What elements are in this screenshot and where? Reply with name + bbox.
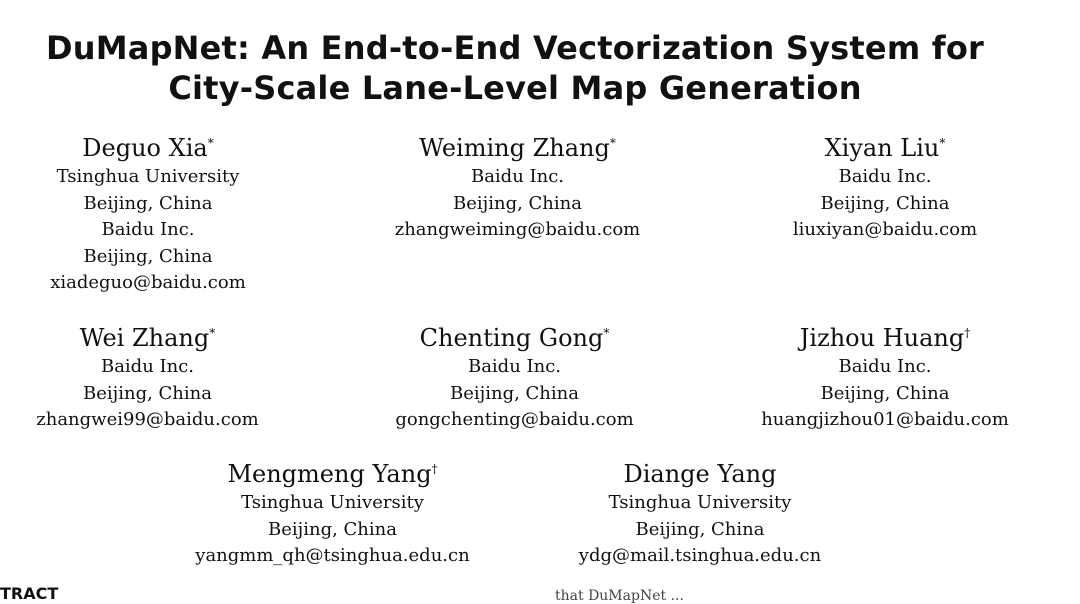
author-block	[385, 132, 650, 244]
author-location: Beijing, China	[820, 192, 950, 214]
author-name: Weiming Zhang	[419, 134, 610, 162]
author-affiliation: Tsinghua University	[608, 492, 792, 513]
author-block	[382, 322, 647, 434]
author-mark: *	[603, 326, 610, 340]
author-affiliation: Tsinghua University	[241, 492, 424, 513]
author-name: Chenting Gong	[419, 324, 604, 352]
author-name: Deguo Xia	[82, 134, 208, 162]
author-email: xiadeguo@baidu.com	[50, 272, 246, 293]
author-mark: *	[207, 136, 214, 150]
author-mark: †	[431, 462, 438, 476]
author-affiliation: Baidu Inc.	[467, 356, 562, 377]
author-mark: †	[964, 326, 971, 340]
title-line-2: City-Scale Lane-Level Map Generation	[168, 69, 862, 107]
author-block	[745, 322, 1025, 434]
author-location: Beijing, China	[83, 382, 212, 404]
author-location: Beijing, China	[635, 518, 765, 540]
author-block	[20, 322, 275, 434]
author-email: yangmm_qh@tsinghua.edu.cn	[195, 545, 470, 566]
author-block	[48, 132, 248, 297]
author-email: gongchenting@baidu.com	[395, 409, 634, 430]
author-affiliation: Tsinghua University	[56, 166, 240, 187]
author-mark: *	[609, 136, 616, 150]
author-block	[775, 132, 995, 244]
author-email: liuxiyan@baidu.com	[792, 219, 978, 240]
paper-title	[0, 28, 1030, 108]
author-location: Beijing, China	[83, 192, 213, 214]
author-location: Beijing, China	[453, 192, 582, 214]
author-location: Beijing, China	[820, 382, 950, 404]
author-affiliation: Baidu Inc.	[100, 356, 195, 377]
author-block	[560, 458, 840, 570]
author-name: Jizhou Huang	[799, 324, 965, 352]
section-heading-fragment: TRACT	[0, 584, 59, 603]
author-name: Mengmeng Yang	[227, 460, 432, 488]
author-mark: *	[939, 136, 946, 150]
author-email: huangjizhou01@baidu.com	[761, 409, 1009, 430]
author-location: Beijing, China	[450, 382, 579, 404]
author-name: Xiyan Liu	[824, 134, 940, 162]
author-block	[180, 458, 485, 570]
author-location: Beijing, China	[83, 245, 213, 267]
author-location: Beijing, China	[268, 518, 397, 540]
body-text-fragment: that DuMapNet ...	[555, 588, 684, 604]
title-line-1: DuMapNet: An End-to-End Vectorization System for	[45, 29, 984, 67]
author-affiliation: Baidu Inc.	[838, 356, 932, 377]
author-affiliation: Baidu Inc.	[101, 219, 195, 240]
author-name: Wei Zhang	[79, 324, 210, 352]
author-email: ydg@mail.tsinghua.edu.cn	[578, 545, 822, 566]
author-affiliation: Baidu Inc.	[838, 166, 932, 187]
author-mark: *	[209, 326, 216, 340]
author-name: Diange Yang	[623, 460, 777, 488]
author-email: zhangweiming@baidu.com	[394, 219, 641, 240]
author-email: zhangwei99@baidu.com	[36, 409, 259, 430]
author-affiliation: Baidu Inc.	[470, 166, 565, 187]
